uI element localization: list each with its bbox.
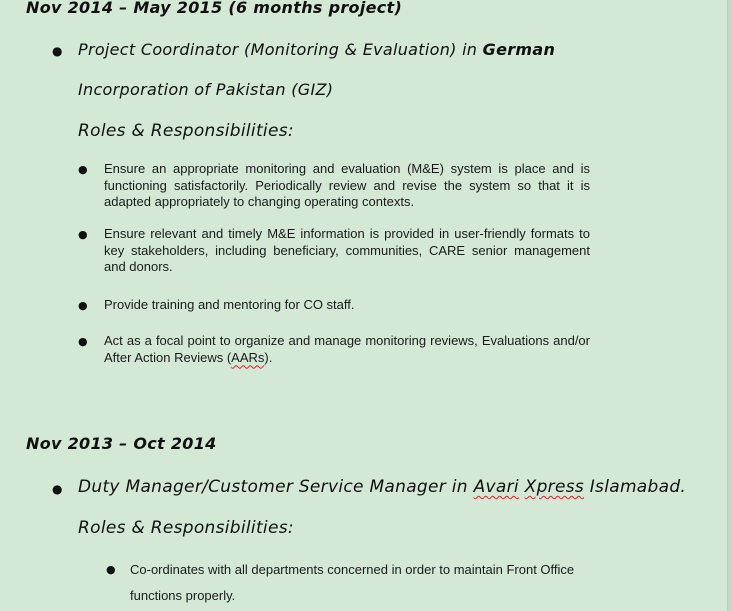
job-bullet-1: ● xyxy=(52,44,63,58)
responsibility-item: Provide training and mentoring for CO staff. xyxy=(104,297,355,312)
organization-name-2b: Xpress xyxy=(524,477,585,497)
responsibility-item: Ensure an appropriate monitoring and evaluation (M&E) system is place and is functioning satisfactorily. Periodically review and revise the system so that it is adapted appropriately to changing operating contexts. xyxy=(104,161,590,209)
employment-date-2: Nov 2013 – Oct 2014 xyxy=(26,434,217,453)
employment-date-1: Nov 2014 – May 2015 (6 months project) xyxy=(26,0,403,17)
item-bullet: ● xyxy=(78,299,88,312)
responsibility-item: Ensure relevant and timely M&E information is provided in user-friendly formats to key stakeholders, including beneficiary, communities, CARE senior management and donors. xyxy=(104,226,590,274)
item-bullet: ● xyxy=(106,563,116,576)
job-bullet-2: ● xyxy=(52,482,63,496)
responsibility-item: Co-ordinates with all departments concerned in order to maintain Front Office functions properly. xyxy=(130,562,575,603)
responsibility-text: Act as a focal point to organize and manage monitoring reviews, Evaluations and/or After Action Reviews ( xyxy=(104,333,590,365)
organization-name-2a: Avari xyxy=(473,477,519,497)
item-bullet: ● xyxy=(78,335,88,348)
organization-name-1b: Incorporation of Pakistan (GIZ) xyxy=(78,80,334,99)
job-title-1 xyxy=(78,40,555,59)
item-bullet: ● xyxy=(78,228,88,241)
item-bullet: ● xyxy=(78,163,88,176)
position-title-1: Project Coordinator (Monitoring & Evaluation) in xyxy=(78,40,483,59)
organization-name-1a: German xyxy=(482,40,556,59)
organization-name-2c: Islamabad. xyxy=(584,477,687,497)
position-title-2: Duty Manager/Customer Service Manager in xyxy=(78,477,474,497)
page-edge xyxy=(727,0,732,611)
responsibility-text-end: ). xyxy=(264,349,273,365)
job-title-2 xyxy=(78,477,686,497)
roles-heading-1: Roles & Responsibilities: xyxy=(78,121,294,141)
roles-heading-2: Roles & Responsibilities: xyxy=(78,518,294,538)
responsibility-item xyxy=(104,333,590,366)
spelling-flagged-word: AARs xyxy=(231,349,265,365)
